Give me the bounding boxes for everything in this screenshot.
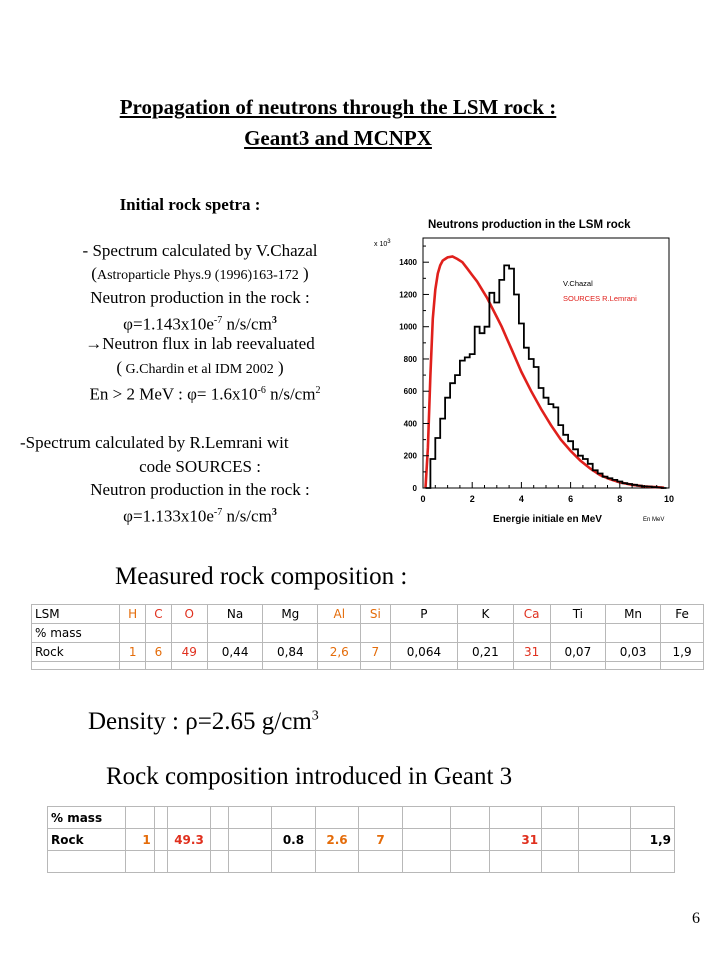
lemrani-phi: [40, 502, 360, 528]
y-tick-label: 1000: [399, 322, 417, 332]
measured-composition-table: [31, 604, 704, 670]
lemrani-phi-unit: n/s/cm: [222, 506, 272, 526]
x-tick-label: 8: [617, 494, 623, 504]
density-exponent: 3: [311, 708, 319, 724]
header-cell: K: [458, 605, 513, 624]
header-cell: P: [390, 605, 458, 624]
en-phi-unit: n/s/cm: [265, 384, 316, 404]
density-value: Density : ρ=2.65 g/cm: [88, 708, 312, 735]
table2-row-rock: [48, 829, 675, 851]
header-cell: Ca: [513, 605, 550, 624]
phi-unit: n/s/cm: [222, 314, 272, 334]
page-title-line1: Propagation of neutrons through the LSM rock :: [119, 95, 557, 119]
y-tick-label: 1200: [399, 290, 417, 300]
legend-lemrani: SOURCES R.Lemrani: [563, 294, 637, 303]
density-text: [88, 708, 319, 736]
table2-mg-value: 0.8: [272, 829, 316, 851]
table2-o-value: 49.3: [167, 829, 211, 851]
chart-title: Neutrons production in the LSM rock: [428, 219, 631, 231]
table-row-rock: [32, 643, 704, 662]
y-tick-label: 800: [403, 354, 417, 364]
y-tick-label: 1400: [399, 258, 417, 268]
header-cell: Na: [207, 605, 262, 624]
y-multiplier-exp: 3: [387, 239, 391, 245]
header-cell: O: [171, 605, 207, 624]
rock-cell: 1,9: [661, 643, 704, 662]
rock-cell: 6: [146, 643, 171, 662]
rock-cell: 0,84: [263, 643, 318, 662]
lemrani-line3: Neutron production in the rock :: [90, 480, 310, 499]
series-lemrani-line: [426, 257, 665, 489]
header-cell: Al: [318, 605, 361, 624]
en-phi-unit-exponent: 2: [315, 385, 321, 396]
rock-cell: 1: [120, 643, 146, 662]
arrow-right-icon: →: [85, 334, 103, 353]
neutron-spectrum-chart: [368, 204, 688, 530]
y-tick-label: 400: [403, 419, 417, 429]
header-cell: C: [146, 605, 171, 624]
y-multiplier-text: x 10: [374, 241, 388, 248]
en-phi-exponent: -6: [257, 385, 266, 396]
table-row-empty: [32, 662, 704, 670]
table2-al-value: 2.6: [315, 829, 359, 851]
header-cell: Ti: [550, 605, 605, 624]
header-cell: Mg: [263, 605, 318, 624]
page-title-line2: Geant3 and MCNPX: [244, 126, 432, 150]
table2-mass-label: % mass: [48, 807, 126, 829]
lemrani-line2: code SOURCES :: [139, 457, 261, 476]
mass-label-cell: % mass: [32, 624, 120, 643]
ref2-paren-open: (: [116, 358, 123, 377]
table-row-mass: [32, 624, 704, 643]
table2-fe-value: 1,9: [631, 829, 675, 851]
table2-row-empty: [48, 851, 675, 873]
y-tick-label: 200: [403, 451, 417, 461]
table2-row-mass: [48, 807, 675, 829]
lemrani-phi-value: φ=1.133x10e: [123, 506, 214, 526]
chardin-ref-text: G.Chardin et al IDM 2002: [122, 362, 274, 377]
rock-cell: 0,064: [390, 643, 458, 662]
chazal-line1: - Spectrum calculated by V.Chazal: [82, 241, 318, 260]
rock-cell: 0,03: [605, 643, 660, 662]
measured-heading: Measured rock composition :: [115, 563, 408, 590]
phi-value: φ=1.143x10e: [123, 314, 214, 334]
rock-cell: 31: [513, 643, 550, 662]
x-axis-label: Energie initiale en MeV: [493, 514, 602, 525]
geant-composition-table: [47, 806, 675, 873]
chazal-ref-text: Astroparticle Phys.9 (1996)163-172: [96, 268, 299, 283]
chazal-line5: [40, 333, 360, 355]
chazal-line3: Neutron production in the rock :: [90, 288, 310, 307]
x-tick-label: 6: [568, 494, 574, 504]
ref-paren-close: ): [298, 264, 309, 283]
rock-cell: 7: [361, 643, 390, 662]
rock-cell: Rock: [32, 643, 120, 662]
flux-text: Neutron flux in lab reevaluated: [102, 334, 315, 353]
legend-chazal: V.Chazal: [563, 279, 593, 288]
lemrani-line1: -Spectrum calculated by R.Lemrani wit: [20, 433, 289, 452]
chazal-phi: [40, 310, 360, 336]
lemrani-phi-unit-exponent: 3: [271, 507, 277, 518]
y-multiplier: [374, 239, 391, 248]
rock-cell: 0,07: [550, 643, 605, 662]
phi-unit-exponent: 3: [271, 315, 277, 326]
x-tick-label: 0: [420, 494, 426, 504]
phi-exponent: -7: [213, 315, 223, 326]
rock-cell: 0,44: [207, 643, 262, 662]
y-axis: [399, 246, 429, 493]
header-cell: Fe: [661, 605, 704, 624]
header-cell: Mn: [605, 605, 660, 624]
x-tick-label: 2: [469, 494, 475, 504]
table-header-row: [32, 605, 704, 624]
ref-paren-open: (: [91, 264, 97, 283]
x-tick-label: 10: [663, 494, 675, 504]
x-unit-label: En MeV: [643, 517, 665, 523]
rock-cell: 2,6: [318, 643, 361, 662]
chazal-reference: [40, 263, 360, 287]
header-cell: Si: [361, 605, 390, 624]
geant-heading: Rock composition introduced in Geant 3: [106, 763, 513, 790]
table2-h-value: 1: [126, 829, 154, 851]
rock-cell: 0,21: [458, 643, 513, 662]
ref2-paren-close: ): [273, 358, 284, 377]
chazal-line7: [40, 380, 370, 406]
spectra-heading: Initial rock spetra :: [119, 195, 261, 214]
page-number: 6: [692, 910, 700, 927]
en-phi-value: En > 2 MeV : φ= 1.6x10: [89, 384, 258, 404]
rock-cell: 49: [171, 643, 207, 662]
header-cell: H: [120, 605, 146, 624]
table2-rock-label: Rock: [48, 829, 126, 851]
y-tick-label: 600: [403, 387, 417, 397]
table2-si-value: 7: [359, 829, 403, 851]
x-tick-label: 4: [518, 494, 524, 504]
plot-area: [423, 238, 669, 488]
header-cell: LSM: [32, 605, 120, 624]
table2-ca-value: 31: [489, 829, 541, 851]
y-tick-label: 0: [412, 484, 417, 493]
chazal-reference2: [40, 357, 360, 381]
lemrani-phi-exponent: -7: [213, 507, 223, 518]
